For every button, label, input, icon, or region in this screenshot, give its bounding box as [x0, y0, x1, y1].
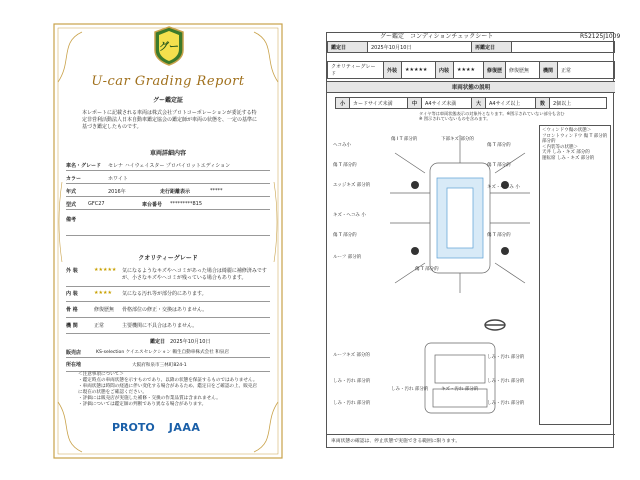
grading-certificate	[52, 22, 284, 460]
address-row	[66, 358, 270, 372]
dealer-label: 販売店	[66, 349, 82, 356]
vehicle-model-label: 型式	[66, 201, 77, 208]
vehicle-section-title: 車両詳細内容	[149, 150, 186, 157]
address-value: 大阪府和泉市三林町824-1	[132, 362, 187, 368]
vehicle-vin-label: 車台番号	[142, 201, 163, 208]
certificate-title: U-car Grading Report	[91, 74, 245, 89]
count-value: 2個以上	[550, 98, 607, 109]
grade-exterior-desc: 気になるようなキズやヘコミがあった場合は綺麗に補修済みですが、小さなキズやヘコミが残っている場合もあります。	[122, 268, 267, 281]
grade-interior-desc: 気になる汚れ等が部分的にあります。	[122, 291, 207, 297]
vehicle-model-value: GFC27	[88, 201, 105, 207]
sheet-exterior-label: 外装	[384, 62, 402, 79]
panel-right-3: キズ・ヘコみ 小	[487, 185, 520, 190]
grade-row-engine	[66, 320, 270, 334]
jaaa-logo: JAAA	[168, 420, 201, 434]
panel-right-7: しみ・汚れ 部分的	[487, 401, 525, 406]
count-label: 数	[536, 98, 550, 109]
grade-frame-desc: 骨格部位の修正・交換はありません。	[122, 307, 208, 313]
sheet-footer: 車両状態の確認は、停止状態で実施できる範囲に限ります。	[327, 434, 615, 448]
svg-text:グー: グー	[159, 42, 179, 53]
vehicle-mileage-value: *****	[210, 188, 223, 194]
panel-left-7: ルーフキズ 部分的	[333, 353, 370, 358]
sheet-date-label: 鑑定日	[328, 42, 368, 53]
grade-row-exterior	[66, 265, 270, 287]
sheet-exterior-value: ★★★★★	[402, 62, 436, 79]
panel-left-9: しみ・汚れ 部分的	[333, 401, 371, 406]
sheet-code: R52125J1009	[580, 33, 621, 40]
vehicle-remarks-label: 備考	[66, 217, 77, 223]
grade-engine-label: 機 関	[66, 323, 78, 329]
logo-bar	[112, 419, 232, 435]
grade-interior-label: 内 装	[66, 291, 78, 297]
sheet-quality-label: クオリティーグレード	[328, 62, 384, 79]
sheet-interior-value: ★★★★	[454, 62, 484, 79]
vehicle-year-row	[66, 186, 270, 197]
grade-engine-desc: 主要機関に不具合はありません。	[122, 323, 198, 329]
vehicle-year-label: 年式	[66, 188, 77, 195]
panel-mid-4: しみ・汚れ 部分的	[391, 387, 429, 392]
panel-mid-1: 傷 I T 部分的	[391, 137, 418, 142]
panel-left-5: 傷 T 部分的	[333, 233, 357, 238]
sheet-header-table	[327, 41, 615, 53]
certificate-subtitle: グー鑑定証	[152, 97, 183, 104]
panel-right-2: 傷 T 部分的	[487, 163, 511, 168]
size-mid-label: 中	[408, 98, 422, 109]
inspection-date-label: 鑑定日	[150, 339, 166, 345]
vehicle-name-row	[66, 160, 270, 171]
grade-frame-value: 修復歴無	[94, 307, 115, 313]
vehicle-color-value: ホワイト	[108, 175, 128, 182]
size-legend-table	[335, 97, 607, 109]
sheet-engine-value: 正常	[558, 62, 615, 79]
sheet-date-value: 2025年10月10日	[368, 42, 472, 53]
panel-mid-3: 傷 T 部分的	[415, 267, 439, 272]
vehicle-model-row	[66, 199, 270, 210]
vehicle-name-value: セレナ ハイウェイスター プロパイロットエディション	[108, 162, 231, 169]
panel-mid-5: キズ・汚れ 部分的	[441, 387, 479, 392]
sheet-repair-value: 修復歴無	[506, 62, 540, 79]
panel-left-8: しみ・汚れ 部分的	[333, 379, 371, 384]
sheet-recheck-label: 再鑑定日	[472, 42, 512, 53]
size-large-label: 大	[472, 98, 486, 109]
grade-row-interior	[66, 288, 270, 302]
panel-left-3: エッジキズ 部分的	[333, 183, 371, 188]
panel-left-2: 傷 T 部分的	[333, 163, 357, 168]
sheet-title: グー鑑定 コンディションチェックシート	[380, 33, 494, 40]
vehicle-color-label: カラー	[66, 175, 82, 182]
vehicle-color-row	[66, 173, 270, 184]
size-small-value: カードサイズ未満	[350, 98, 408, 109]
condition-sheet	[326, 32, 614, 448]
size-large-value: A4サイズ以上	[486, 98, 536, 109]
grade-exterior-value: ★★★★★	[94, 267, 117, 273]
grade-row-frame	[66, 304, 270, 318]
address-label: 所在地	[66, 362, 82, 368]
grade-engine-value: 正常	[94, 323, 105, 329]
vehicle-year-value: 2016年	[108, 188, 126, 195]
sheet-interior-label: 内装	[436, 62, 454, 79]
dealer-row	[66, 347, 270, 358]
dealer-value: KS-selection ケイエスセレクション 鵜生自動車株式会社 和泉店	[96, 350, 229, 355]
sheet-repair-label: 修復歴	[484, 62, 506, 79]
panel-right-1: 傷 T 部分的	[487, 143, 511, 148]
additional-notes-box	[539, 125, 611, 425]
panel-left-1: ヘコみ小	[333, 143, 351, 148]
certificate-notes: ＜注意事項について＞ ・鑑定時点の車両状態を示すものであり、以降の状態を保証するものではありません。 ・車両状態は時間の経過に伴い変化する場合があるため、鑑定日をご確認の上、販売店に現在の状態をご確認ください。 ・評価には販売店が実施した補修・交換の作業品質は含まれません。 ・評価については鑑定師の判断であり異なる場合があります。	[78, 372, 258, 407]
grade-section-title: クオリティーグレード	[138, 255, 198, 262]
panel-mid-2: 下部キズ 部分的	[441, 137, 474, 142]
additional-notes: ＜ウィンドウ傷の状態＞ フロントウィンドウ 傷 T 部分的 部分的 ＜内装等の状態＞ 天井 しみ・キズ 部分的 運転席 しみ・キズ 部分的	[542, 128, 608, 161]
goo-kantei-seal	[153, 26, 185, 66]
panel-right-5: しみ・汚れ 部分的	[487, 355, 525, 360]
inspection-date-row	[66, 336, 270, 347]
sheet-recheck-value	[512, 42, 615, 53]
panel-right-4: 傷 T 部分的	[487, 233, 511, 238]
sheet-grade-table	[327, 61, 615, 79]
certificate-intro: 本レポートに記載される車両は株式会社プロトコーポレーションが委託する特定非営利活動法人日本自動車鑑定協会の鑑定師が車両の状態を、一定の基準に基づき鑑定したものです。	[82, 110, 258, 130]
state-section-title: 車両状態の説明	[327, 81, 615, 93]
grade-interior-value: ★★★★	[94, 290, 112, 296]
proto-logo: PROTO	[112, 420, 155, 434]
vehicle-remarks-row	[66, 214, 270, 236]
panel-left-6: ルーフ 部分的	[333, 255, 362, 260]
grade-frame-label: 骨 格	[66, 307, 78, 313]
sheet-engine-label: 機関	[540, 62, 558, 79]
vehicle-vin-value: *********815	[170, 201, 203, 207]
vehicle-name-label: 車名・グレード	[66, 162, 102, 169]
panel-right-6: しみ・汚れ 部分的	[487, 379, 525, 384]
size-small-label: 小	[336, 98, 350, 109]
size-mid-value: A4サイズ未満	[422, 98, 472, 109]
inspection-date-value: 2025年10月10日	[170, 339, 211, 345]
grade-exterior-label: 外 装	[66, 268, 78, 274]
legend-note: タイヤ等は車両状態表示の対象外となります。※図示されていない部分も含む ※ 図示されていないものを含みます。	[419, 111, 565, 121]
panel-left-4: キズ・ヘコみ 小	[333, 213, 366, 218]
vehicle-mileage-label: 走行距離表示	[160, 188, 191, 195]
